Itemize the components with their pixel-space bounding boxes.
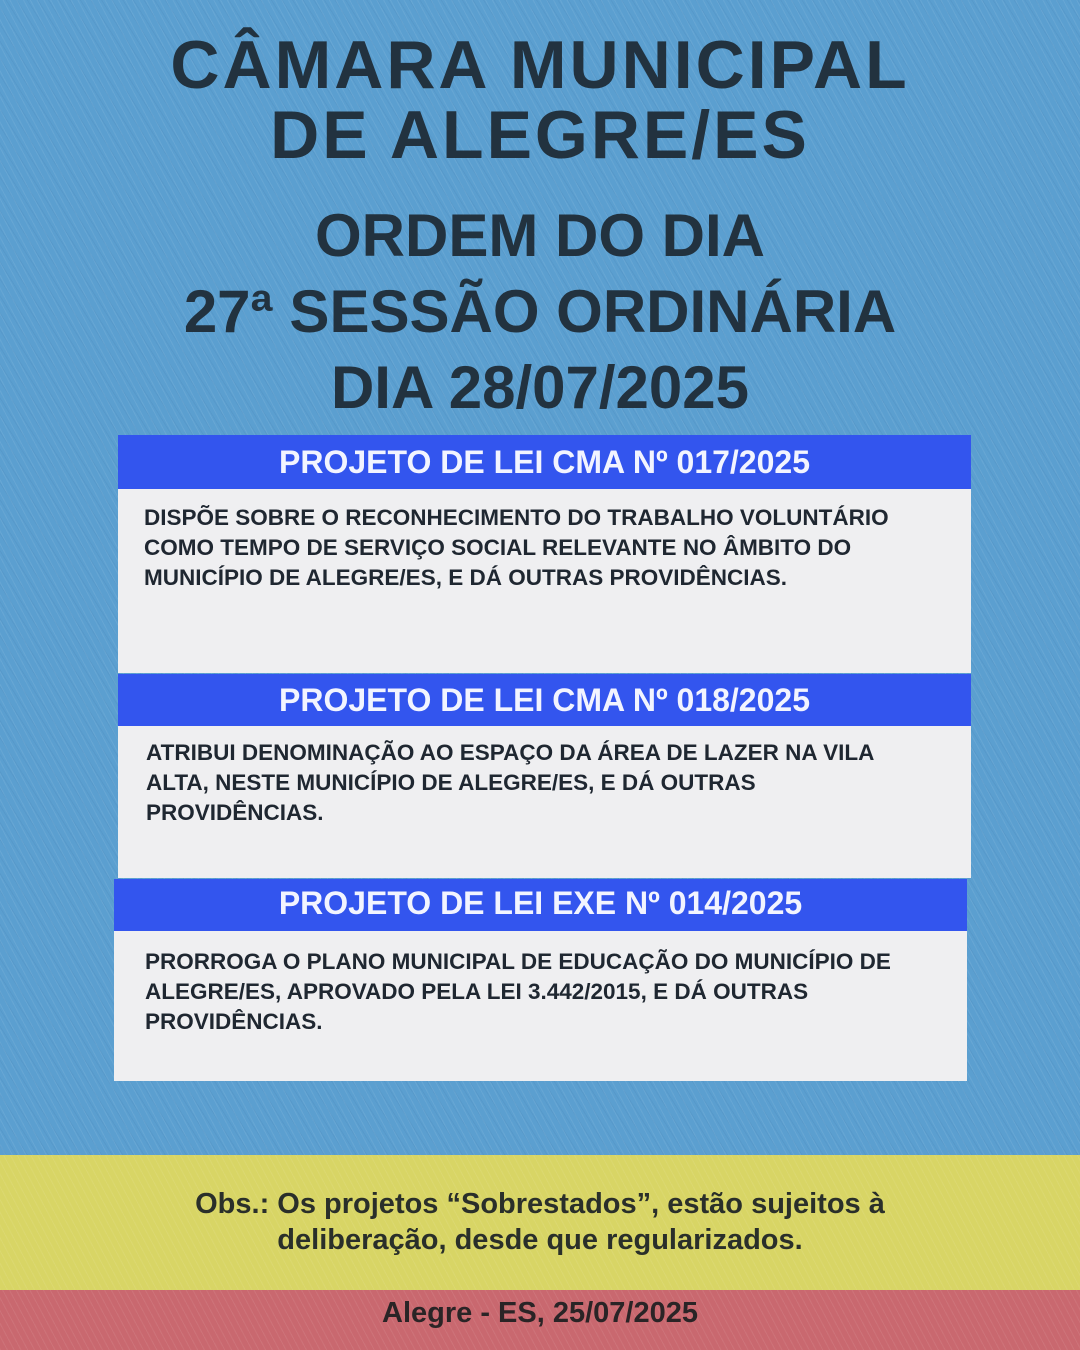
project-description-line: ATRIBUI DENOMINAÇÃO AO ESPAÇO DA ÁREA DE LAZER NA VILA <box>146 740 875 765</box>
subtitle-line-2: 27ª SESSÃO ORDINÁRIA <box>183 278 897 345</box>
observation-line-2: deliberação, desde que regularizados. <box>277 1224 803 1256</box>
footer-place-date: Alegre - ES, 25/07/2025 <box>382 1297 698 1329</box>
subtitle-line-3: DIA 28/07/2025 <box>330 354 750 421</box>
project-heading: PROJETO DE LEI EXE Nº 014/2025 <box>114 879 967 931</box>
session-subtitle <box>0 198 1080 426</box>
project-description <box>118 726 971 878</box>
project-card-2 <box>118 674 971 878</box>
project-description <box>118 489 971 673</box>
title-line-2: DE ALEGRE/ES <box>270 97 810 173</box>
page-title <box>0 27 1080 173</box>
observation-note <box>0 1186 1080 1258</box>
subtitle-line-1: ORDEM DO DIA <box>315 202 765 269</box>
project-description-line: ALEGRE/ES, APROVADO PELA LEI 3.442/2015, E DÁ OUTRAS <box>145 979 809 1004</box>
project-card-1 <box>118 435 971 673</box>
project-card-3 <box>114 879 967 1081</box>
project-heading: PROJETO DE LEI CMA Nº 018/2025 <box>118 674 971 726</box>
project-description <box>114 931 967 1081</box>
project-description-line: PROVIDÊNCIAS. <box>146 800 324 825</box>
project-description-line: ALTA, NESTE MUNICÍPIO DE ALEGRE/ES, E DÁ OUTRAS <box>146 770 756 795</box>
project-description-line: DISPÕE SOBRE O RECONHECIMENTO DO TRABALHO VOLUNTÁRIO <box>144 505 889 530</box>
observation-line-1: Obs.: Os projetos “Sobrestados”, estão sujeitos à <box>195 1188 885 1220</box>
title-line-1: CÂMARA MUNICIPAL <box>170 27 910 103</box>
project-description-line: PRORROGA O PLANO MUNICIPAL DE EDUCAÇÃO DO MUNICÍPIO DE <box>145 949 891 974</box>
project-description-line: PROVIDÊNCIAS. <box>145 1009 323 1034</box>
project-description-line: MUNICÍPIO DE ALEGRE/ES, E DÁ OUTRAS PROVIDÊNCIAS. <box>144 565 787 590</box>
project-description-line: COMO TEMPO DE SERVIÇO SOCIAL RELEVANTE NO ÂMBITO DO <box>144 535 852 560</box>
project-heading: PROJETO DE LEI CMA Nº 017/2025 <box>118 435 971 489</box>
